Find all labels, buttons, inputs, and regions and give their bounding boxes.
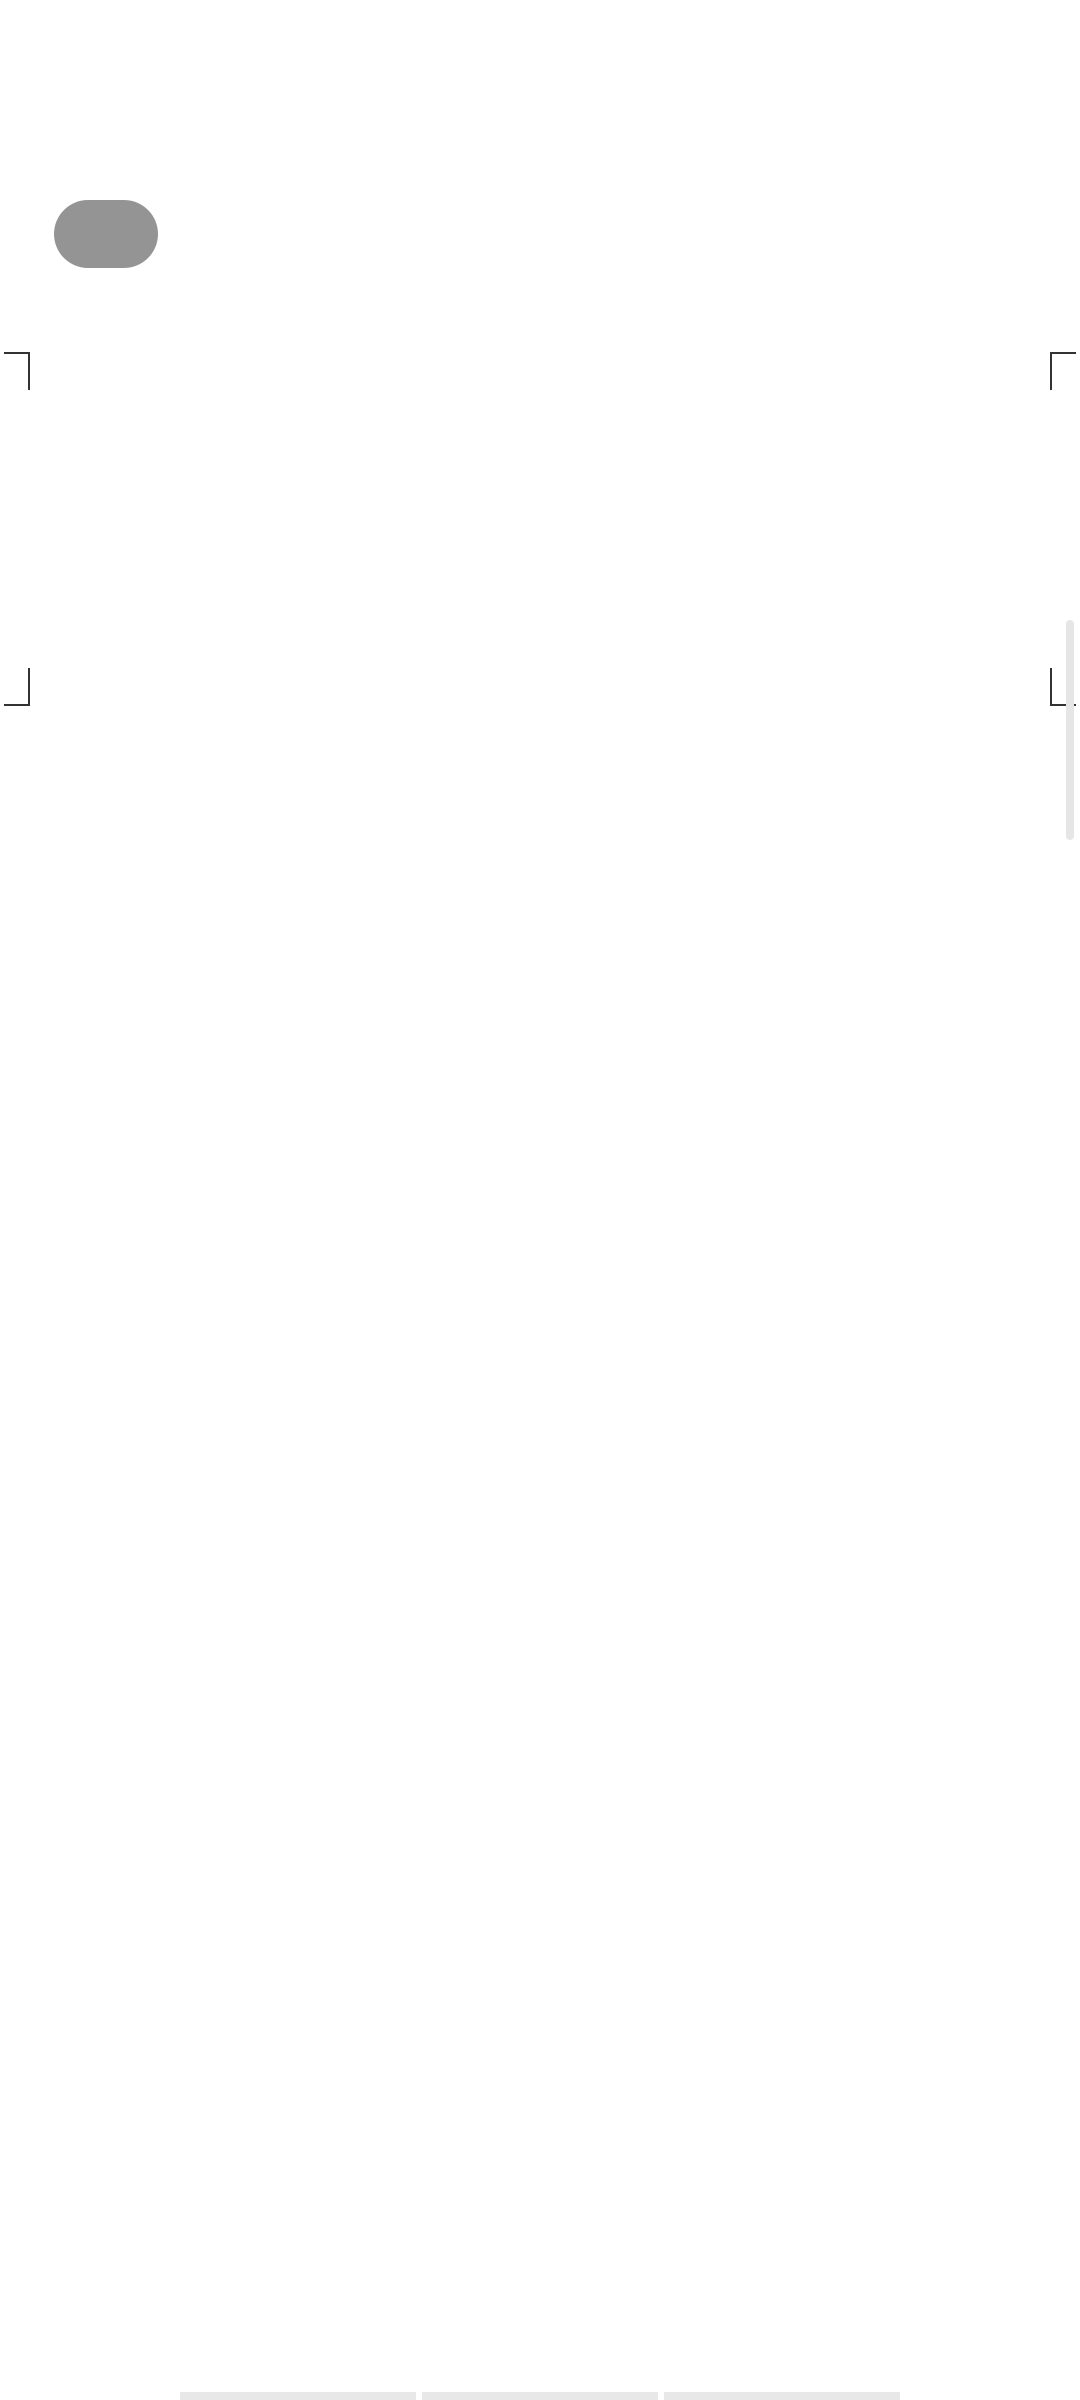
page-corner-top-left <box>4 352 30 390</box>
bottom-bar <box>180 2392 900 2400</box>
page-corner-bottom-left <box>4 668 30 706</box>
scrollbar[interactable] <box>1066 620 1074 840</box>
page-corner-top-right <box>1050 352 1076 390</box>
page-indicator <box>54 200 158 268</box>
